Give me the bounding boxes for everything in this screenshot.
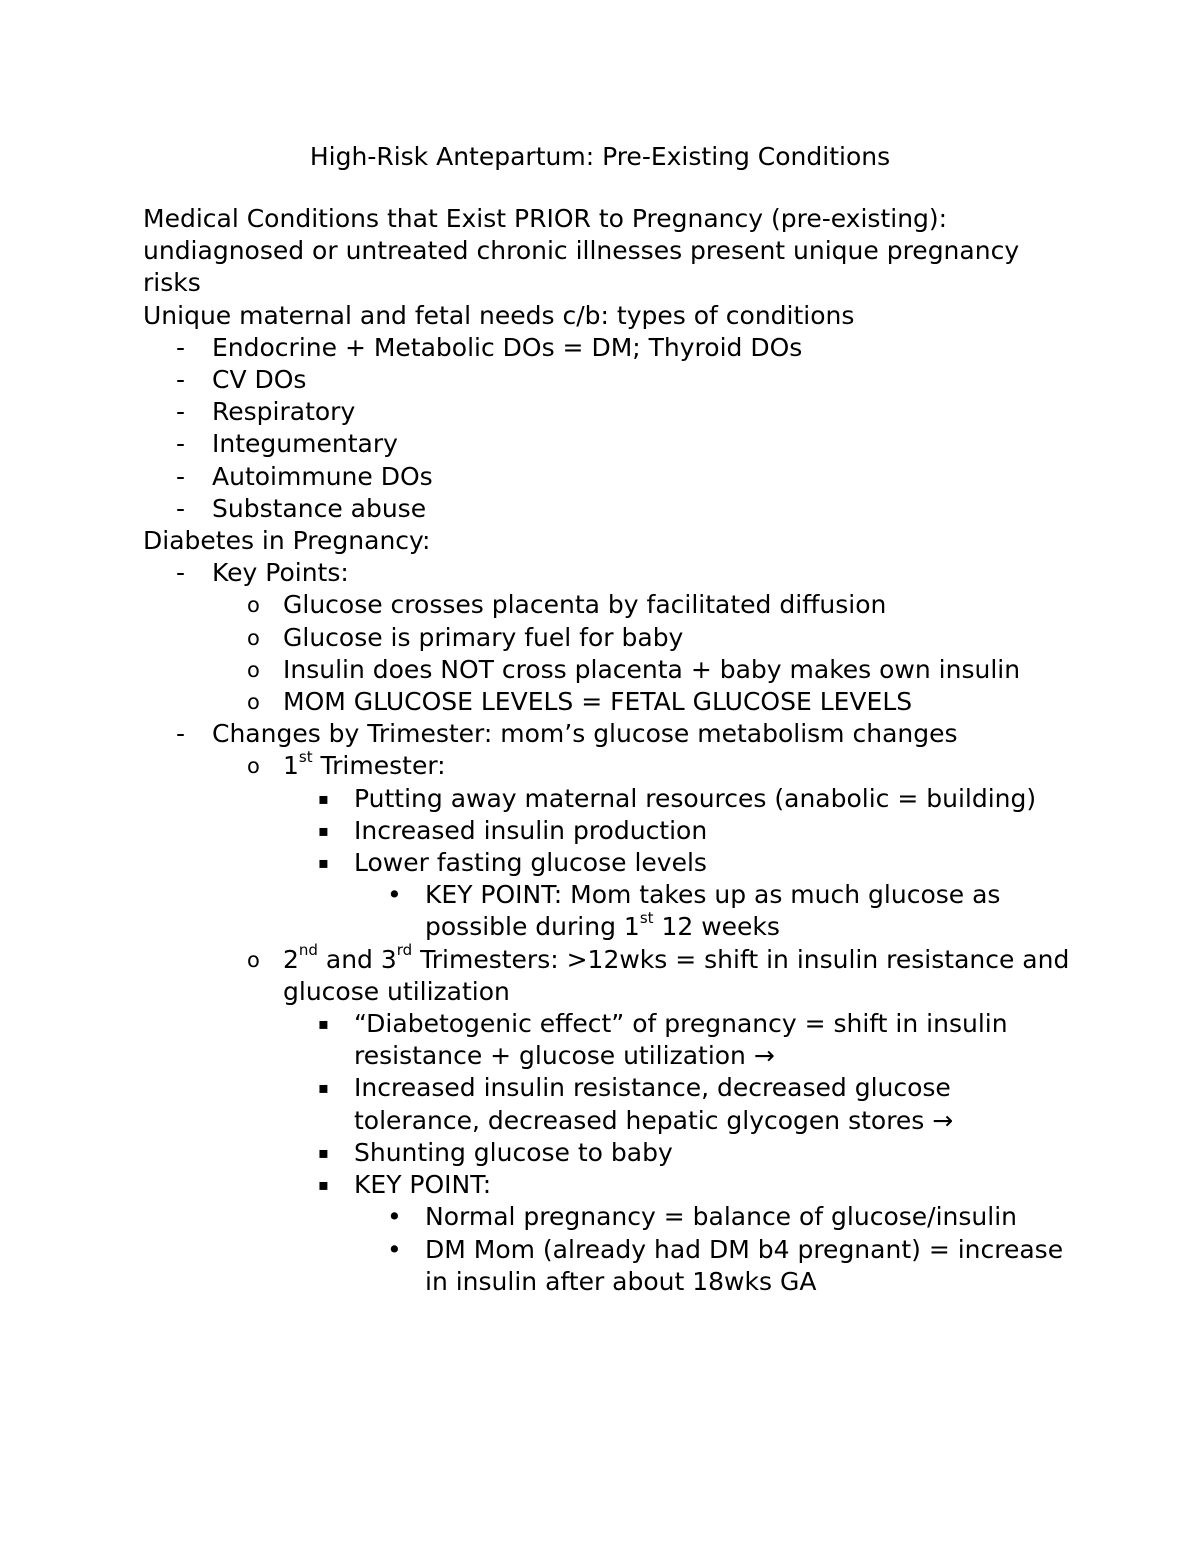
intro-heading: Medical Conditions that Exist PRIOR to Pregnancy (pre-existing): undiagnosed or untreated chronic illnesses present unique pregnancy risks (143, 204, 1020, 298)
square-bullet: ▪ (318, 1175, 329, 1195)
list-item: - Substance abuse (143, 493, 1073, 525)
list-item: ▪ Putting away maternal resources (anabolic = building) (143, 783, 1073, 815)
dot-bullet: • (387, 1202, 402, 1232)
square-bullet: ▪ (318, 788, 329, 808)
dash-bullet: - (176, 719, 186, 749)
list-item: - Autoimmune DOs (143, 461, 1073, 493)
circle-bullet: o (247, 690, 260, 715)
list-item: ▪ Increased insulin resistance, decreased glucose tolerance, decreased hepatic glycogen stores → (318, 1073, 954, 1135)
square-bullet: ▪ (318, 1014, 329, 1034)
circle-bullet: o (247, 754, 260, 779)
dash-bullet: - (176, 397, 186, 427)
conditions-list (143, 332, 1073, 525)
circle-bullet: o (247, 947, 260, 972)
list-item: - Integumentary (143, 428, 1073, 460)
document-body (143, 203, 1073, 1298)
list-item: • KEY POINT: Mom takes up as much glucose as possible during 1st 12 weeks (387, 880, 1001, 942)
key-points-item: - Key Points: (143, 557, 1073, 589)
list-item: o Glucose crosses placenta by facilitated diffusion (143, 589, 1073, 621)
list-item: ▪ “Diabetogenic effect” of pregnancy = shift in insulin resistance + glucose utilization → (318, 1009, 1008, 1071)
dash-bullet: - (176, 332, 186, 362)
square-bullet: ▪ (318, 1142, 329, 1162)
list-item: o Insulin does NOT cross placenta + baby makes own insulin (143, 654, 1073, 686)
dash-bullet: - (176, 429, 186, 459)
square-bullet: ▪ (318, 853, 329, 873)
list-item: - Endocrine + Metabolic DOs = DM; Thyroid DOs (143, 332, 1073, 364)
square-bullet: ▪ (318, 820, 329, 840)
diabetes-list (143, 557, 1073, 1298)
dash-bullet: - (176, 558, 186, 588)
dash-bullet: - (176, 461, 186, 491)
list-item: ▪ Lower fasting glucose levels (143, 847, 1073, 879)
dot-bullet: • (387, 880, 402, 910)
dot-bullet: • (387, 1234, 402, 1264)
dash-bullet: - (176, 365, 186, 395)
list-item: ▪ Shunting glucose to baby (143, 1137, 1073, 1169)
needs-line: Unique maternal and fetal needs c/b: types of conditions (143, 300, 855, 330)
changes-item: - Changes by Trimester: mom’s glucose metabolism changes (143, 718, 1073, 750)
dash-bullet: - (176, 493, 186, 523)
document-title: High-Risk Antepartum: Pre-Existing Conditions (309, 142, 891, 171)
circle-bullet: o (247, 625, 260, 650)
list-item: - CV DOs (143, 364, 1073, 396)
list-item: • Normal pregnancy = balance of glucose/insulin (143, 1201, 1073, 1233)
circle-bullet: o (247, 593, 260, 618)
second-third-trimester-item: o 2nd and 3rd Trimesters: >12wks = shift in insulin resistance and glucose utilization (247, 941, 1070, 1006)
list-item: - Respiratory (143, 396, 1073, 428)
list-item: • DM Mom (already had DM b4 pregnant) = increase in insulin after about 18wks GA (387, 1234, 1064, 1296)
list-item: ▪ KEY POINT: (143, 1169, 1073, 1201)
diabetes-heading: Diabetes in Pregnancy: (143, 526, 431, 556)
list-item: o MOM GLUCOSE LEVELS = FETAL GLUCOSE LEVELS (143, 686, 1073, 718)
list-item: ▪ Increased insulin production (143, 815, 1073, 847)
list-item: o Glucose is primary fuel for baby (143, 622, 1073, 654)
circle-bullet: o (247, 657, 260, 682)
first-trimester-item: o 1st Trimester: (143, 750, 1073, 782)
square-bullet: ▪ (318, 1078, 329, 1098)
